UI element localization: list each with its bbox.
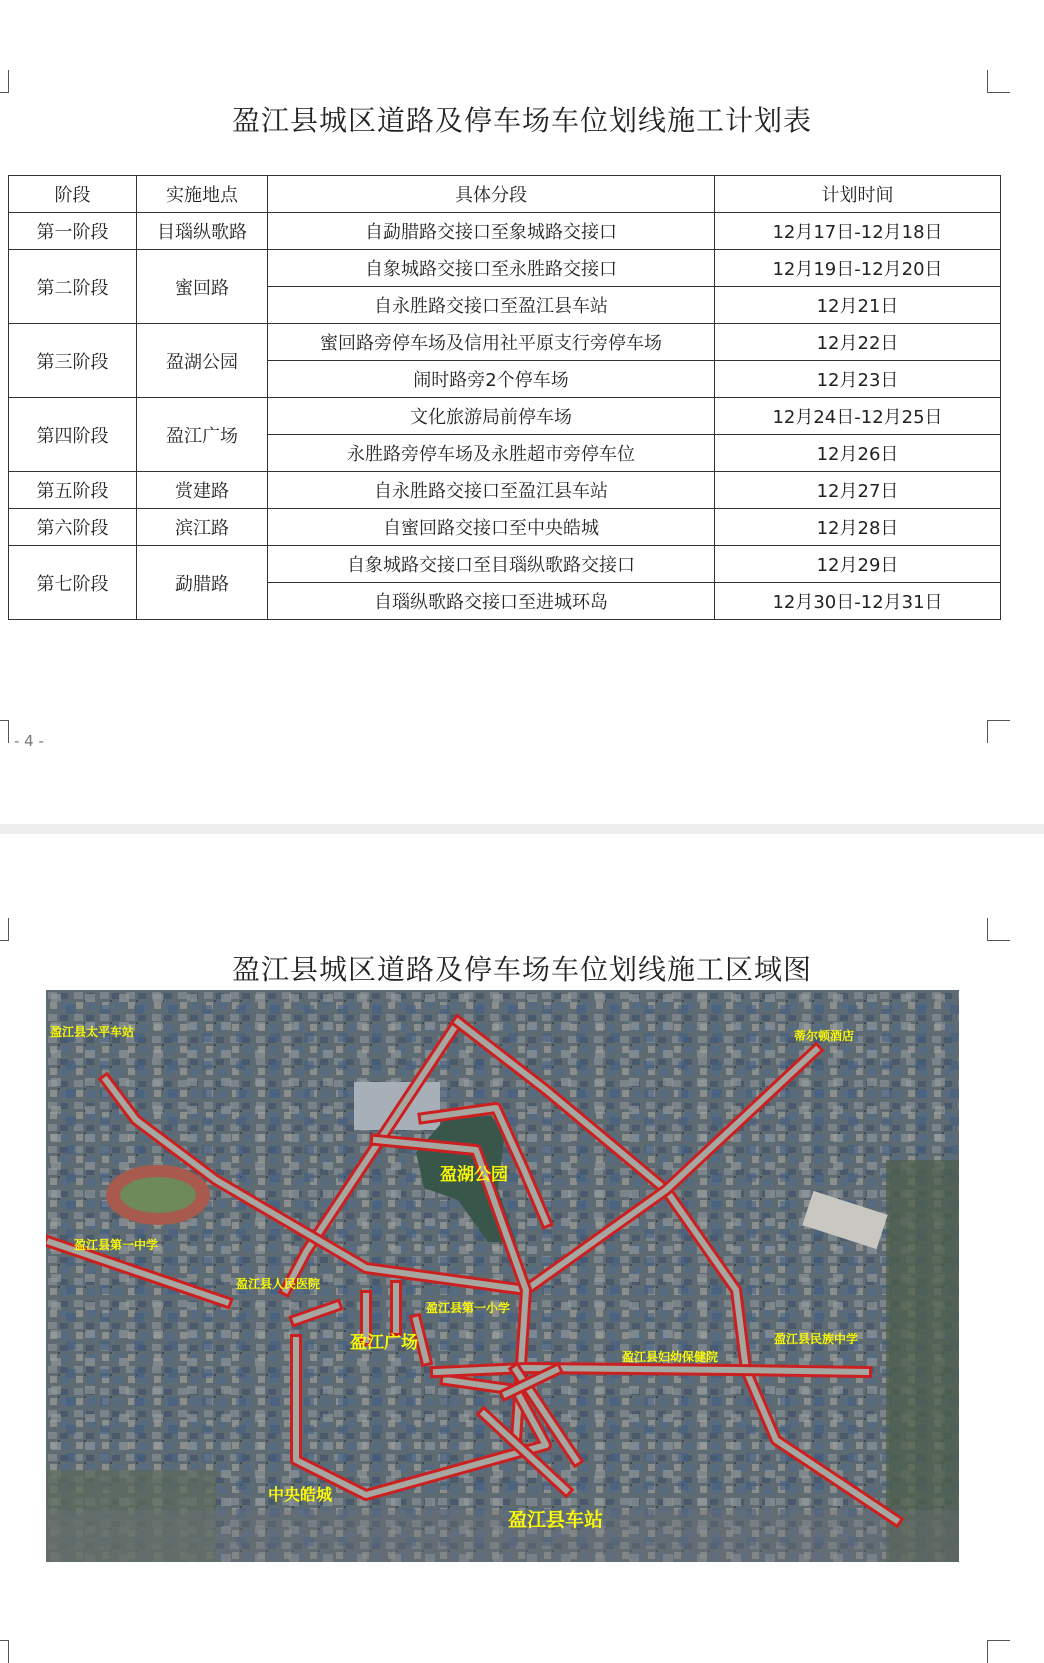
time-cell: 12月17日-12月18日 [715, 213, 1001, 250]
crop-mark [987, 1640, 1010, 1663]
table-row [9, 250, 1001, 287]
place-cell: 赏建路 [137, 472, 268, 509]
time-cell: 12月19日-12月20日 [715, 250, 1001, 287]
aerial-construction-map [46, 990, 959, 1562]
time-cell: 12月29日 [715, 546, 1001, 583]
place-cell: 盈湖公园 [137, 324, 268, 398]
road-surface [436, 1368, 866, 1372]
crop-mark [0, 70, 9, 93]
stage-cell: 第七阶段 [9, 546, 137, 620]
time-cell: 12月28日 [715, 509, 1001, 546]
time-cell: 12月27日 [715, 472, 1001, 509]
time-cell: 12月21日 [715, 287, 1001, 324]
sports-field-grass [120, 1177, 196, 1213]
label-ethnic-middle: 盈江县民族中学 [774, 1332, 859, 1346]
label-bus-station: 盈江县车站 [508, 1509, 604, 1531]
construction-plan-table [8, 175, 1001, 620]
time-cell: 12月24日-12月25日 [715, 398, 1001, 435]
column-header: 具体分段 [268, 176, 715, 213]
time-cell: 12月30日-12月31日 [715, 583, 1001, 620]
segment-cell: 自象城路交接口至永胜路交接口 [268, 250, 715, 287]
crop-mark [0, 720, 9, 743]
crop-mark [987, 720, 1010, 743]
segment-cell: 自永胜路交接口至盈江县车站 [268, 287, 715, 324]
vegetation-area [886, 1160, 959, 1562]
document-page-1 [0, 0, 1044, 824]
label-hospital: 盈江县人民医院 [236, 1277, 321, 1291]
time-cell: 12月22日 [715, 324, 1001, 361]
table-row [9, 213, 1001, 250]
label-taiping-station: 盈江县太平车站 [50, 1025, 135, 1039]
label-maternal-hospital: 盈江县妇幼保健院 [622, 1350, 719, 1364]
label-central-city: 中央皓城 [268, 1485, 333, 1504]
segment-cell: 永胜路旁停车场及永胜超市旁停车位 [268, 435, 715, 472]
crop-mark [0, 918, 9, 941]
stage-cell: 第六阶段 [9, 509, 137, 546]
segment-cell: 闹时路旁2个停车场 [268, 361, 715, 398]
segment-cell: 自蜜回路交接口至中央皓城 [268, 509, 715, 546]
table-header-row [9, 176, 1001, 213]
page-separator [0, 824, 1044, 834]
label-first-high-school: 盈江县第一中学 [74, 1238, 159, 1252]
segment-cell: 蜜回路旁停车场及信用社平原支行旁停车场 [268, 324, 715, 361]
table-row [9, 509, 1001, 546]
label-square: 盈江广场 [350, 1333, 418, 1353]
segment-cell: 自永胜路交接口至盈江县车站 [268, 472, 715, 509]
table-row [9, 472, 1001, 509]
document-page-2 [0, 834, 1044, 1651]
page-number: - 4 - [14, 732, 44, 750]
stage-cell: 第四阶段 [9, 398, 137, 472]
stage-cell: 第一阶段 [9, 213, 137, 250]
column-header: 阶段 [9, 176, 137, 213]
table-row [9, 546, 1001, 583]
page-title: 盈江县城区道路及停车场车位划线施工计划表 [231, 104, 812, 137]
ground-area [46, 1510, 959, 1562]
crop-mark [987, 918, 1010, 941]
table-row [9, 398, 1001, 435]
table-row [9, 324, 1001, 361]
segment-cell: 自瑙纵歌路交接口至进城环岛 [268, 583, 715, 620]
segment-cell: 文化旅游局前停车场 [268, 398, 715, 435]
place-cell: 目瑙纵歌路 [137, 213, 268, 250]
label-first-primary: 盈江县第一小学 [426, 1301, 511, 1315]
label-park: 盈湖公园 [440, 1165, 508, 1185]
time-cell: 12月23日 [715, 361, 1001, 398]
crop-mark [987, 70, 1010, 93]
label-hotel: 蒂尔顿酒店 [794, 1029, 855, 1043]
map-title: 盈江县城区道路及停车场车位划线施工区域图 [231, 953, 812, 986]
place-cell: 盈江广场 [137, 398, 268, 472]
stage-cell: 第五阶段 [9, 472, 137, 509]
crop-mark [0, 1640, 9, 1663]
segment-cell: 自勐腊路交接口至象城路交接口 [268, 213, 715, 250]
column-header: 实施地点 [137, 176, 268, 213]
place-cell: 滨江路 [137, 509, 268, 546]
place-cell: 蜜回路 [137, 250, 268, 324]
stage-cell: 第二阶段 [9, 250, 137, 324]
time-cell: 12月26日 [715, 435, 1001, 472]
stage-cell: 第三阶段 [9, 324, 137, 398]
place-cell: 勐腊路 [137, 546, 268, 620]
segment-cell: 自象城路交接口至目瑙纵歌路交接口 [268, 546, 715, 583]
column-header: 计划时间 [715, 176, 1001, 213]
